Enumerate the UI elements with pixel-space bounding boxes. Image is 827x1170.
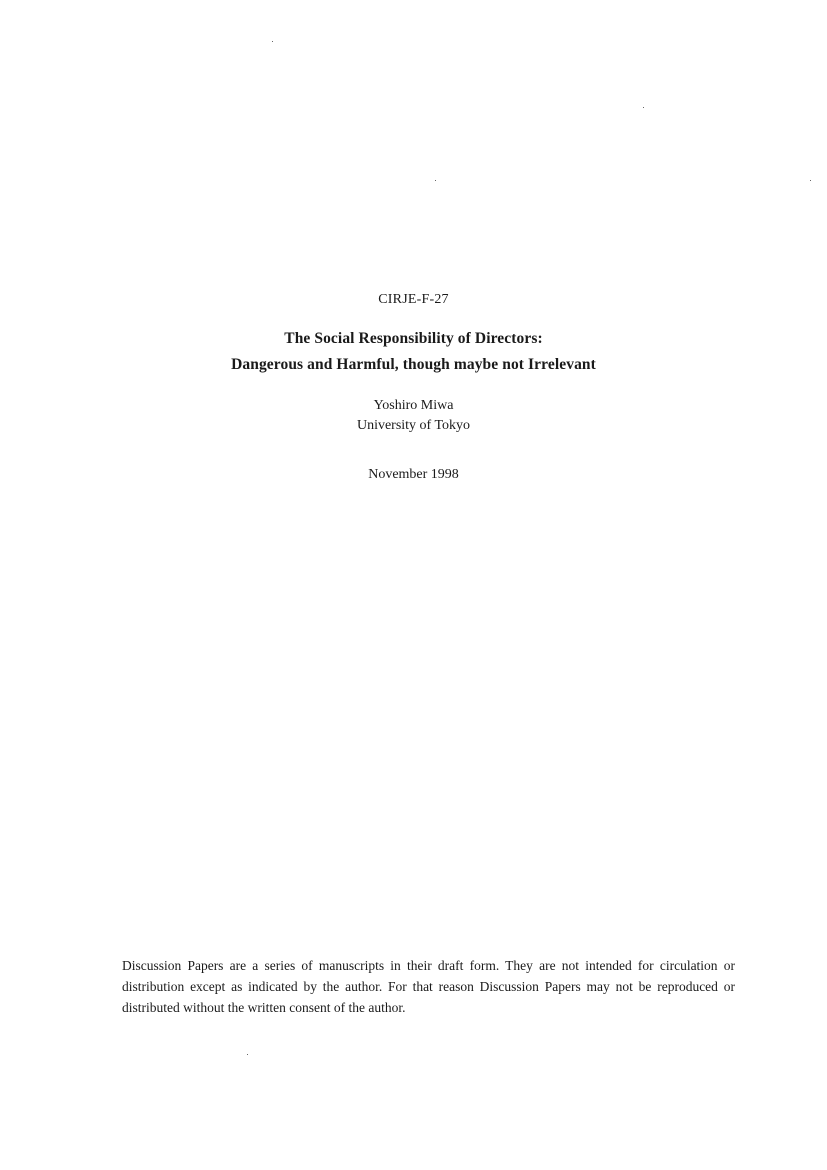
- title-line-2: Dangerous and Harmful, though maybe not Irrelevant: [231, 356, 596, 373]
- author-affiliation: University of Tokyo: [356, 418, 471, 433]
- paper-id: CIRJE-F-27: [378, 292, 449, 307]
- scan-speck: [247, 1054, 248, 1055]
- scan-speck: [435, 180, 436, 181]
- author-name: Yoshiro Miwa: [373, 398, 454, 413]
- scan-speck: [272, 41, 273, 42]
- scan-speck: [810, 180, 811, 181]
- title-line-1: The Social Responsibility of Directors:: [284, 330, 543, 347]
- scan-speck: [643, 107, 644, 108]
- publication-date: November 1998: [368, 467, 459, 482]
- disclaimer-paragraph: Discussion Papers are a series of manuscripts in their draft form. They are not intended for circulation or distribution except as indicated by the author. For that reason Discussion Papers may not be reproduced or distributed without the written consent of the author.: [122, 958, 735, 1015]
